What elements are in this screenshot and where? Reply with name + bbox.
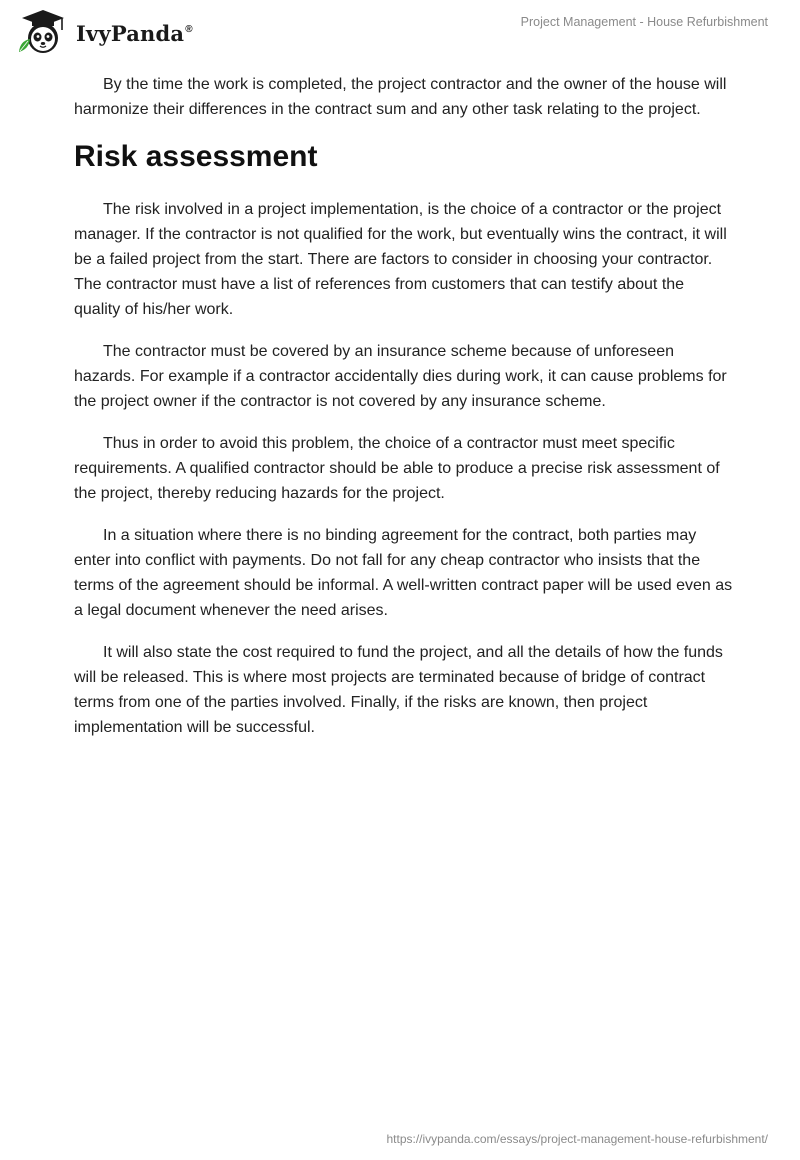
document-title: Project Management - House Refurbishment xyxy=(520,15,768,29)
paragraph-3: Thus in order to avoid this problem, the choice of a contractor must meet specific requirements. A qualified contractor should be able to produce a precise risk assessment of the project, thereby reducing hazards for the project. xyxy=(74,435,720,502)
essay-content xyxy=(74,72,734,757)
paragraph-5: It will also state the cost required to fund the project, and all the details of how the funds will be released. This is where most projects are terminated because of bridge of contract terms from one of the parties involved. Finally, if the risks are known, then project implementation will be successful. xyxy=(74,644,723,736)
paragraph-1: The risk involved in a project implementation, is the choice of a contractor or the project manager. If the contractor is not qualified for the work, but eventually wins the contract, it will be a failed project from the start. There are factors to consider in choosing your contractor. The contractor must have a list of references from customers that can testify about the quality of his/her work. xyxy=(74,201,727,318)
section-heading-risk-assessment: Risk assessment xyxy=(74,140,318,173)
registered-mark: ® xyxy=(185,23,193,35)
brand-logo[interactable] xyxy=(14,8,193,56)
brand-name: IvyPanda® xyxy=(76,20,193,46)
paragraph-2: The contractor must be covered by an insurance scheme because of unforeseen hazards. For example if a contractor accidentally dies during work, it can cause problems for the project owner if the contractor is not covered by any insurance scheme. xyxy=(74,343,727,410)
intro-paragraph: By the time the work is completed, the project contractor and the owner of the house will harmonize their differences in the contract sum and any other task relating to the project. xyxy=(74,76,727,118)
panda-graduate-icon xyxy=(14,8,72,56)
footer-source-url[interactable]: https://ivypanda.com/essays/project-management-house-refurbishment/ xyxy=(386,1132,768,1146)
page-header xyxy=(0,0,800,60)
paragraph-4: In a situation where there is no binding agreement for the contract, both parties may enter into conflict with payments. Do not fall for any cheap contractor who insists that the terms of the agreement should be informal. A well-written contract paper will be used even as a legal document whenever the need arises. xyxy=(74,527,733,619)
